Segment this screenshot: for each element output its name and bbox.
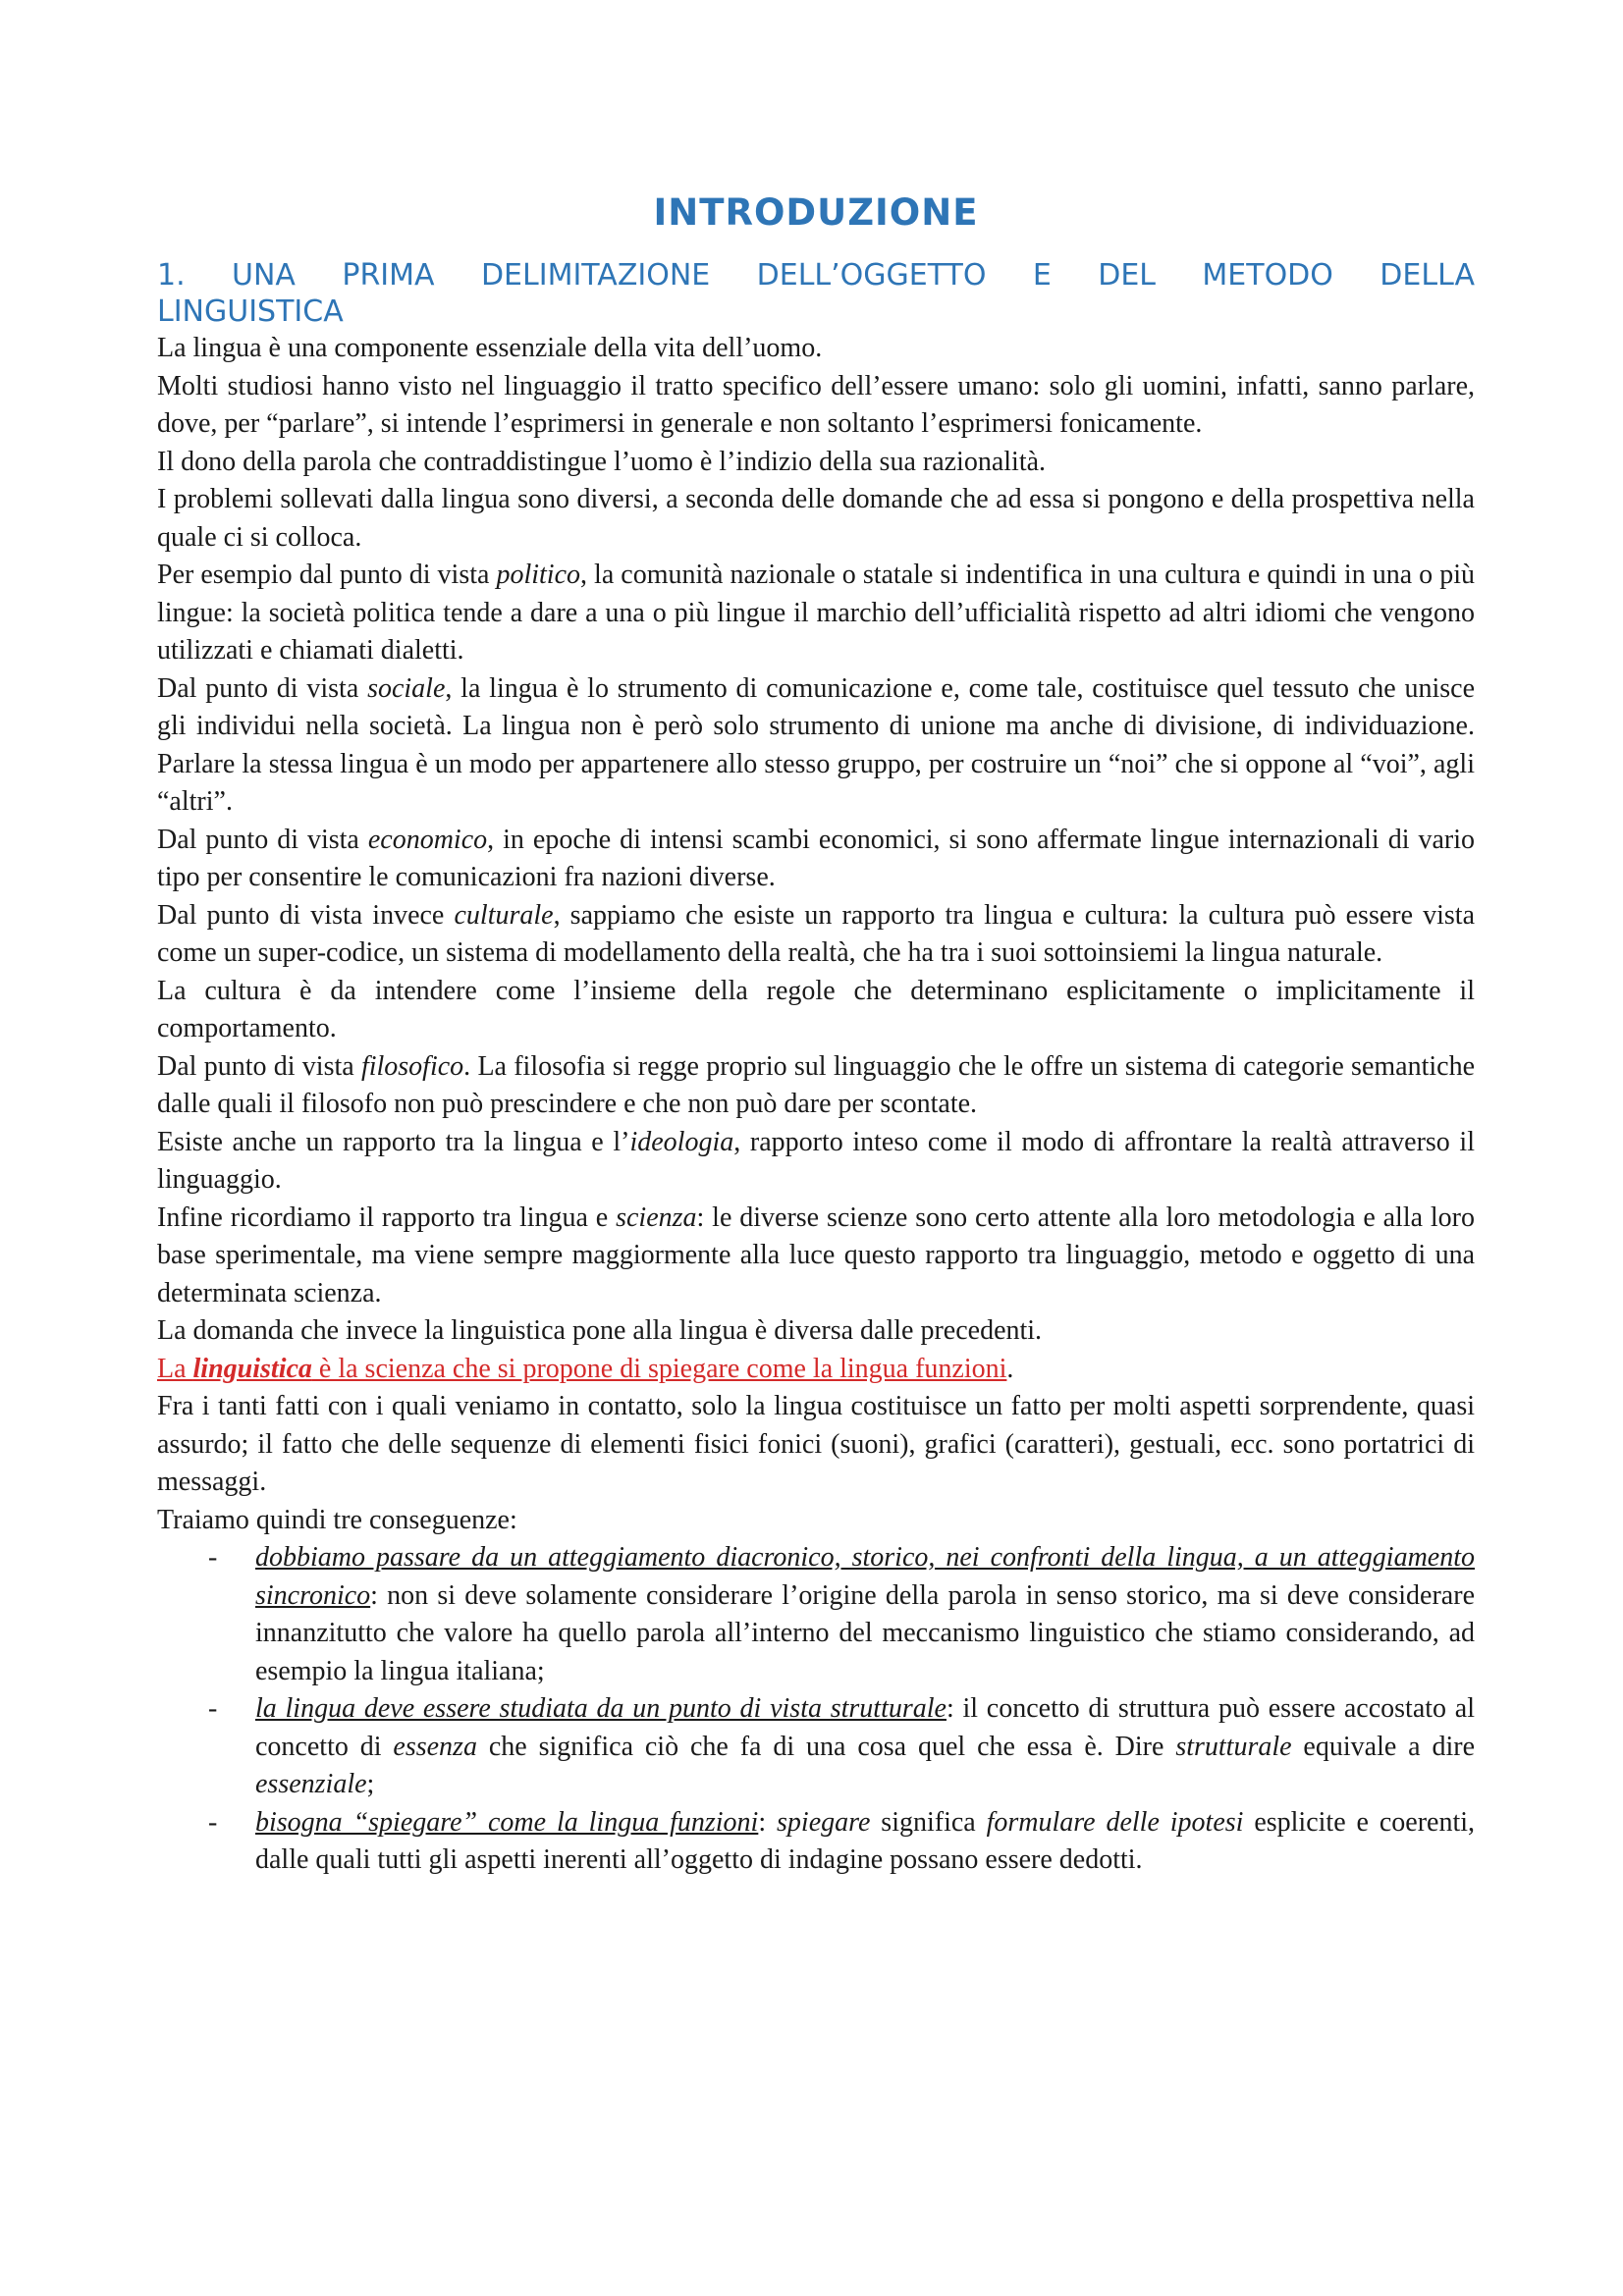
text: esplicite e coerenti, dalle quali tutti gli aspetti inerenti all’oggetto di indagine possano essere dedotti. — [255, 1806, 1476, 1875]
emphasis: bisogna “spiegare” come la lingua funzioni — [255, 1806, 759, 1838]
section-heading-line2: LINGUISTICA — [157, 294, 344, 329]
emphasis: ideologia — [629, 1126, 734, 1157]
paragraph: La lingua è una componente essenziale della vita dell’uomo. — [157, 333, 823, 363]
text: La — [157, 1353, 193, 1384]
paragraph: La cultura è da intendere come l’insieme della regole che determinano esplicitamente o implicitamente il comportamento. — [157, 975, 1475, 1043]
bullet: - — [208, 1693, 218, 1724]
text: Esiste anche un rapporto tra la lingua e l’ — [157, 1126, 630, 1157]
emphasis: culturale — [454, 899, 554, 931]
list-item — [157, 1690, 1475, 1804]
text: . La filosofia si regge proprio sul linguaggio che le offre un sistema di categorie semantiche dalle quali il filosofo non può prescindere e che non può dare per scontate. — [157, 1050, 1475, 1119]
text: Dal punto di vista — [157, 1050, 361, 1082]
text: significa — [870, 1806, 987, 1838]
section-heading-line1: 1. UNA PRIMA DELIMITAZIONE DELL’OGGETTO E DEL METODO DELLA — [157, 258, 1475, 293]
text: Infine ricordiamo il rapporto tra lingua e — [157, 1201, 617, 1233]
text: , la comunità nazionale o statale si indentifica in una cultura e quindi in una o più lingue: la società politica tende a dare a una o più lingue il marchio dell’ufficialità rispetto ad altri idiomi che vengono utilizzati e chiamati dialetti. — [157, 560, 1475, 666]
emphasis: essenziale — [255, 1769, 367, 1799]
emphasis: la lingua deve essere studiata da un punto di vista strutturale — [255, 1693, 947, 1724]
text: . — [1006, 1353, 1014, 1384]
emphasis: essenza — [393, 1731, 477, 1762]
text: , in epoche di intensi scambi economici, si sono affermate lingue internazionali di vario tipo per consentire le comunicazioni fra nazioni diverse. — [157, 824, 1475, 892]
paragraph: I problemi sollevati dalla lingua sono diversi, a seconda delle domande che ad essa si pongono e della prospettiva nella quale ci si colloca. — [157, 484, 1475, 553]
emphasis: spiegare — [777, 1806, 871, 1838]
emphasis: formulare delle ipotesi — [986, 1806, 1244, 1838]
text: che significa ciò che fa di una cosa quel che essa è. Dire — [476, 1731, 1176, 1762]
text: , rapporto inteso come il modo di affrontare la realtà attraverso il linguaggio. — [157, 1126, 1475, 1195]
emphasis: dobbiamo passare da un atteggiamento diacronico, storico, nei confronti della lingua, a un atteggiamento sincronico — [255, 1542, 1475, 1611]
text: , la lingua è lo strumento di comunicazione e, come tale, costituisce quel tessuto che unisce gli individui nella società. La lingua non è però solo strumento di unione ma anche di divisione, di individuazione. Parlare la stessa lingua è un modo per appartenere allo stesso gruppo, per costruire un “noi” che si oppone al “voi”, agli “altri”. — [157, 672, 1476, 817]
paragraph-politico — [157, 557, 1475, 670]
text: : — [758, 1806, 778, 1838]
text: Dal punto di vista invece — [157, 899, 455, 931]
document-page — [157, 177, 1475, 1880]
consequences-list — [157, 1539, 1475, 1880]
list-item — [157, 1539, 1475, 1690]
paragraph: Fra i tanti fatti con i quali veniamo in contatto, solo la lingua costituisce un fatto per molti aspetti sorprendente, quasi assurdo; il fatto che delle sequenze di elementi fisici fonici (suoni), grafici (caratteri), gestuali, ecc. sono portatrici di messaggi. — [157, 1391, 1475, 1497]
paragraph-sociale — [157, 670, 1475, 822]
paragraph-ideologia — [157, 1124, 1475, 1200]
text: equivale a dire — [1291, 1731, 1476, 1762]
emphasis: filosofico — [360, 1050, 464, 1082]
emphasis: economico — [367, 824, 488, 855]
emphasis: sociale — [367, 672, 446, 704]
paragraph-filosofico — [157, 1048, 1475, 1124]
text: è la scienza che si propone di spiegare come la lingua funzioni — [311, 1353, 1007, 1384]
paragraph-scienza — [157, 1200, 1475, 1313]
bullet: - — [208, 1806, 218, 1838]
text: Per esempio dal punto di vista — [157, 560, 497, 590]
definition-paragraph — [157, 1351, 1475, 1389]
paragraph: Il dono della parola che contraddistingue l’uomo è l’indizio della sua razionalità. — [157, 446, 1047, 477]
paragraph-culturale — [157, 897, 1475, 973]
paragraph: Traiamo quindi tre conseguenze: — [157, 1504, 517, 1535]
emphasis: linguistica — [192, 1353, 312, 1384]
list-item — [157, 1804, 1475, 1880]
definition-text — [157, 1354, 1006, 1384]
text: Dal punto di vista — [157, 824, 368, 855]
emphasis: scienza — [616, 1201, 697, 1233]
paragraph-economico — [157, 822, 1475, 897]
section-heading — [157, 257, 1475, 330]
paragraph: La domanda che invece la linguistica pone alla lingua è diversa dalle precedenti. — [157, 1315, 1043, 1346]
emphasis: strutturale — [1175, 1731, 1292, 1762]
text: Dal punto di vista — [157, 672, 368, 704]
document-title: INTRODUZIONE — [653, 191, 979, 234]
bullet: - — [208, 1542, 218, 1573]
paragraph: Molti studiosi hanno visto nel linguaggio il tratto specifico dell’essere umano: solo gli uomini, infatti, sanno parlare, dove, per “parlare”, si intende l’esprimersi in generale e non soltanto l’esprimersi fonicamente. — [157, 370, 1475, 439]
text: : il concetto di struttura può essere accostato al concetto di — [255, 1693, 1476, 1762]
text: ; — [366, 1769, 375, 1799]
text: , sappiamo che esiste un rapporto tra lingua e cultura: la cultura può essere vista come un super-codice, un sistema di modellamento della realtà, che ha tra i suoi sottoinsiemi la lingua naturale. — [157, 899, 1476, 968]
text: : le diverse scienze sono certo attente alla loro metodologia e alla loro base sperimentale, ma viene sempre maggiormente alla luce questo rapporto tra linguaggio, metodo e oggetto di una determinata scienza. — [157, 1201, 1476, 1308]
text: : non si deve solamente considerare l’origine della parola in senso storico, ma si deve considerare innanzitutto che valore ha quello parola all’interno del meccanismo linguistico che stiamo considerando, ad esempio la lingua italiana; — [255, 1579, 1475, 1686]
emphasis: politico — [496, 560, 581, 590]
